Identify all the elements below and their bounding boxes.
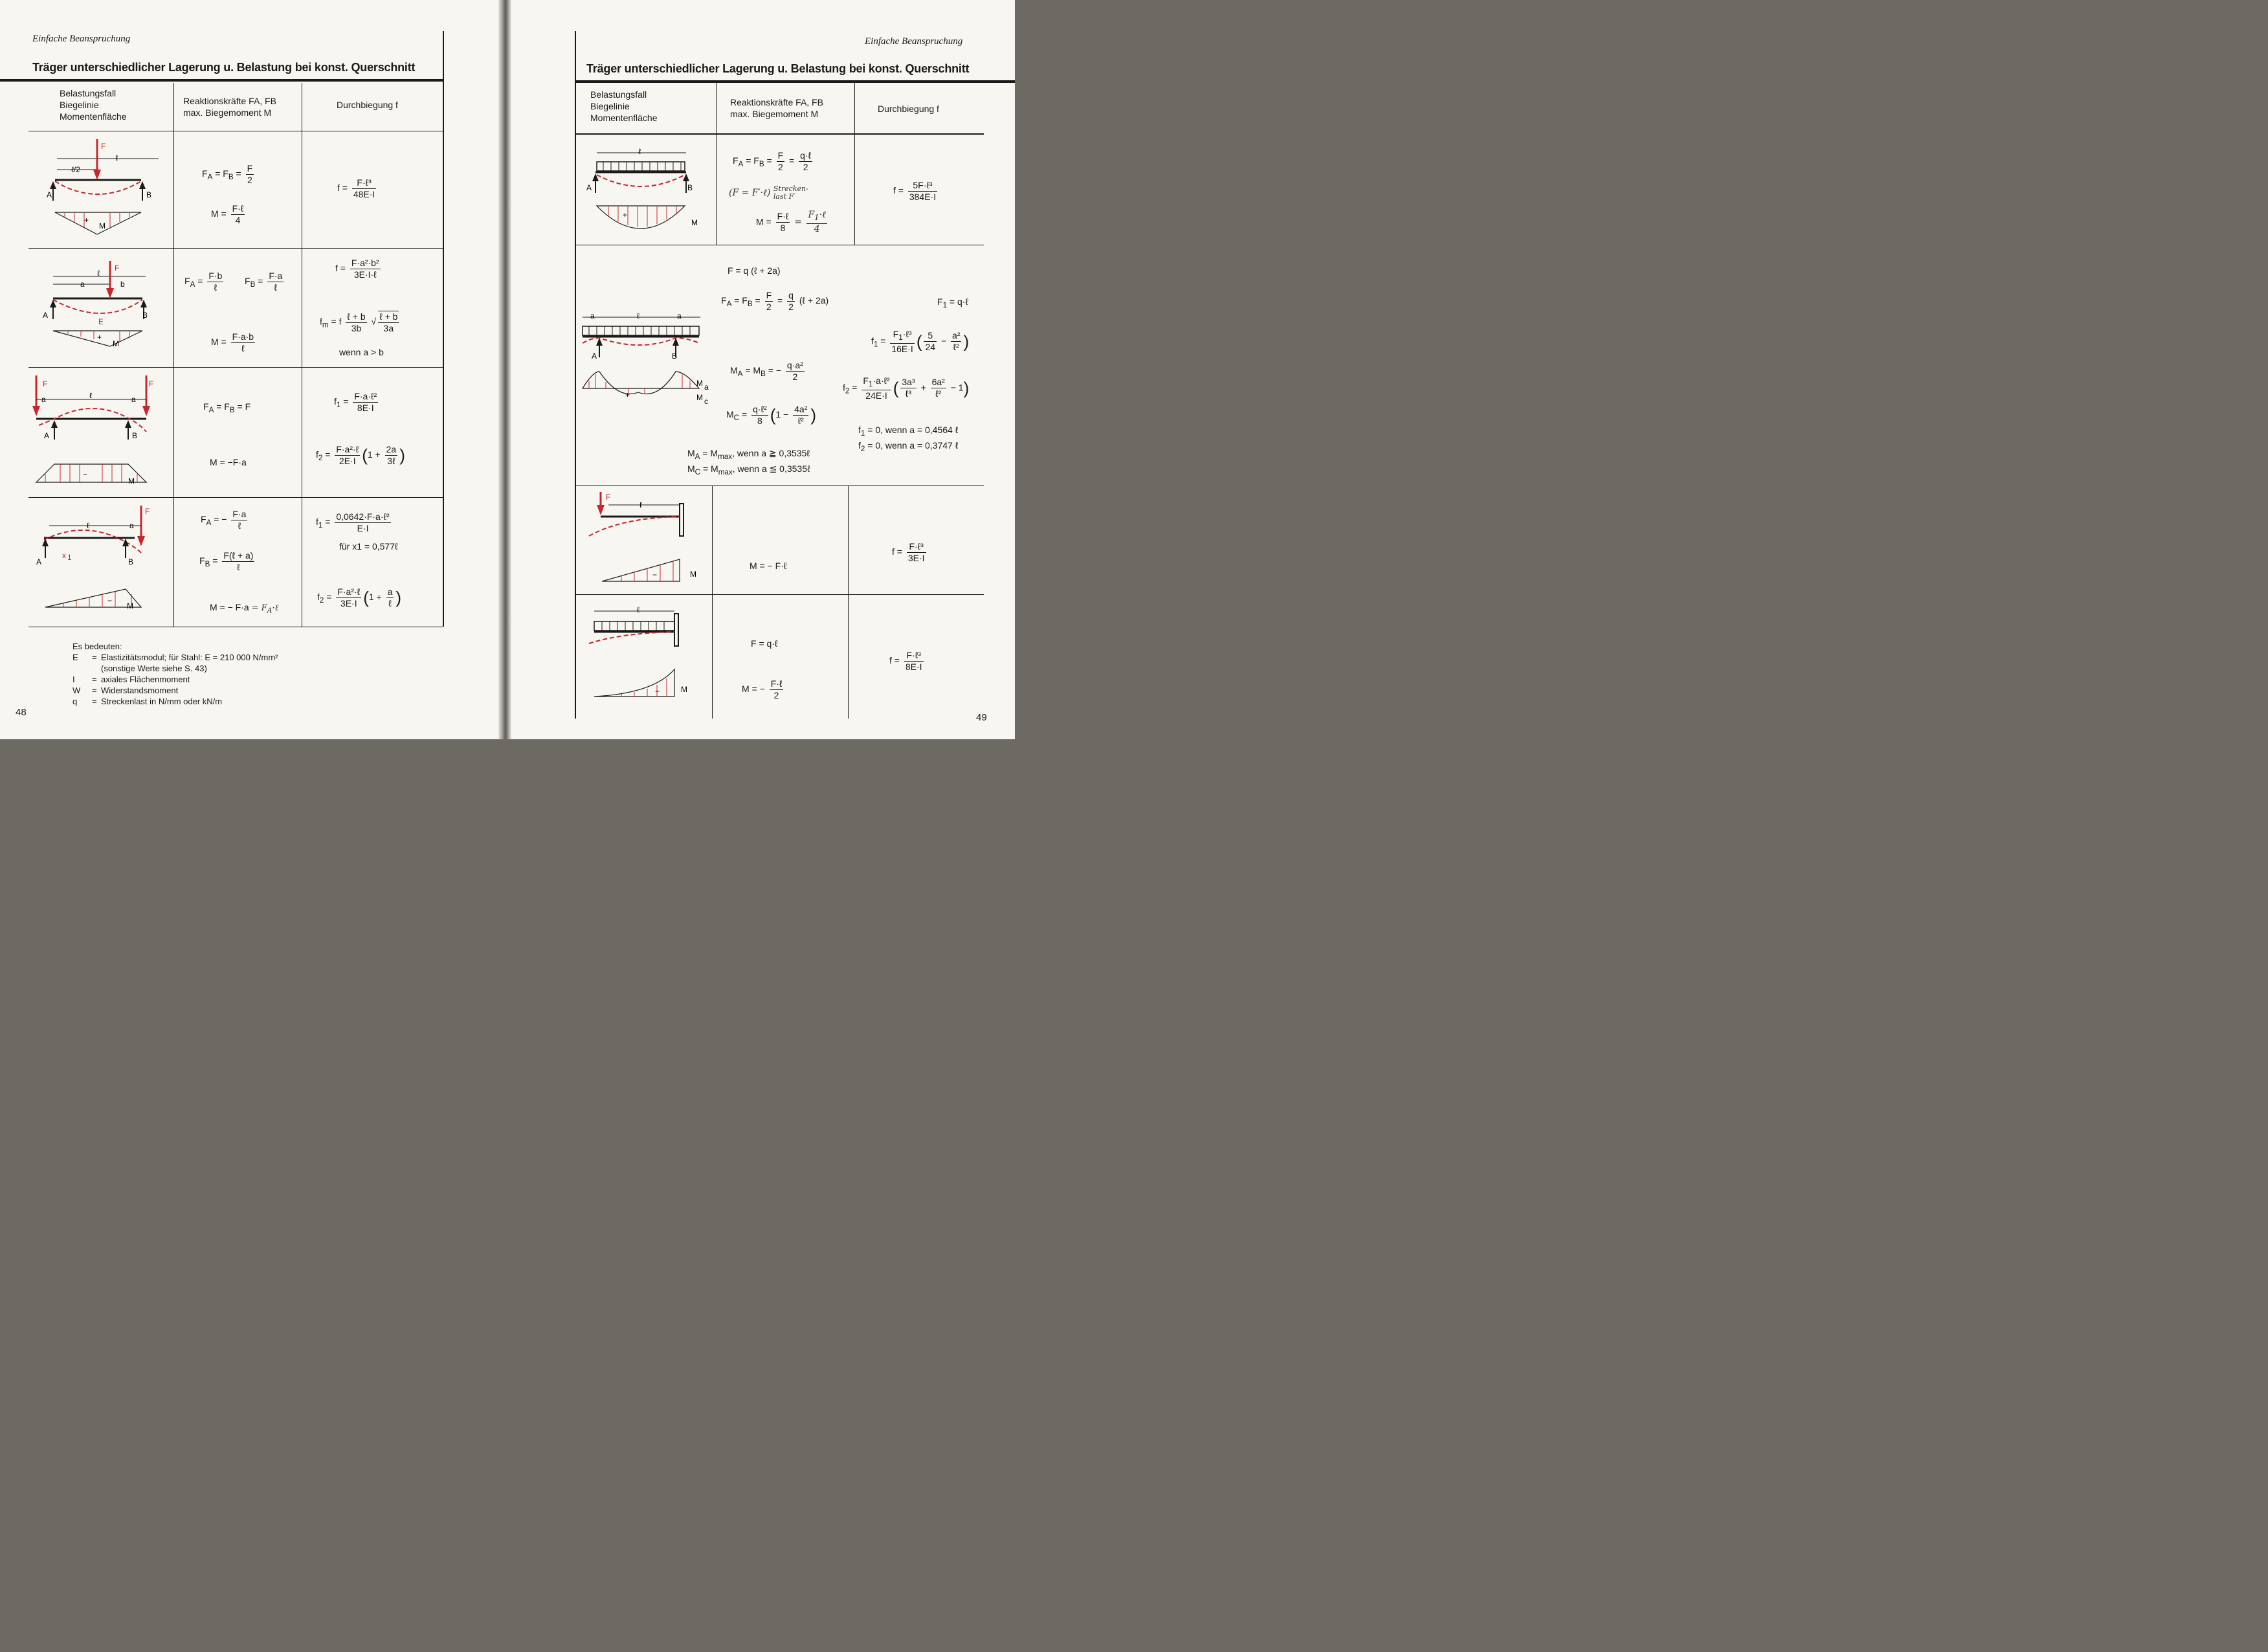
formula-f1-def: $F_1$ = q·ℓ (937, 296, 968, 309)
formula-f: F = q (ℓ + 2a) (728, 265, 781, 276)
svg-text:+: + (625, 390, 630, 399)
svg-text:a: a (590, 311, 595, 320)
title-rule-left (0, 79, 444, 82)
condition-f1-zero: $f_1 = 0$, wenn a = 0,4564 ℓ (858, 425, 959, 438)
formula-f: f = 5F·ℓ³ 384E·I (893, 180, 937, 202)
svg-text:−: − (107, 596, 113, 605)
formula-fm: $f_m = f$ ℓ + b 3b √ ℓ + b 3a (320, 311, 398, 333)
svg-text:ℓ: ℓ (638, 147, 641, 156)
svg-text:A: A (592, 352, 597, 361)
svg-text:E: E (98, 317, 104, 326)
formula-fa-fb: $F_A = F_B = F$ (203, 401, 251, 414)
col-divider (173, 83, 174, 627)
book-gutter (498, 0, 511, 739)
svg-text:−: − (652, 570, 658, 579)
svg-text:F: F (101, 142, 106, 151)
svg-text:−: − (655, 687, 660, 696)
formula-m: M = − $F\cdot a = F_A\cdot\ell$ (210, 602, 278, 615)
moment-area (597, 206, 685, 229)
svg-text:A: A (47, 190, 52, 199)
title-rule-right (576, 80, 1015, 83)
formula-f: f = F·ℓ³ 3E·I (892, 541, 925, 563)
formula-m: M = F·a·b ℓ (211, 331, 254, 353)
handwritten-note: (F = F′·ℓ) Strecken- last F′ (729, 184, 808, 201)
svg-text:M: M (696, 379, 703, 388)
diagram-cantilever-uniform-load (583, 599, 712, 703)
formula-fb: $F_B$ = F·a ℓ (245, 271, 283, 293)
svg-text:c: c (704, 397, 708, 406)
formula-mc: $M_C$ = q·ℓ² 8 (1 − 4a² ℓ² ) (726, 404, 817, 426)
svg-text:M: M (113, 339, 119, 348)
svg-text:B: B (142, 311, 148, 320)
formula-fa: $F_A$ = F·b ℓ (184, 271, 223, 293)
condition-f2-zero: $f_2 = 0$, wenn a = 0,3747 ℓ (858, 440, 959, 453)
svg-text:A: A (44, 431, 50, 440)
page-number-right: 49 (976, 712, 987, 723)
svg-text:M: M (691, 218, 698, 227)
formula-fa-fb: $F_A = F_B$ = $\frac{F}{2}$ (202, 163, 253, 185)
svg-text:F: F (606, 493, 611, 502)
diagram-uniform-load-overhangs (580, 309, 716, 419)
svg-text:ℓ: ℓ (87, 521, 89, 530)
deflection-curve (589, 632, 674, 643)
svg-text:F: F (145, 507, 150, 516)
col-header-deflection: Durchbiegung f (337, 100, 398, 110)
svg-text:B: B (146, 190, 152, 199)
col-header-case: Belastungsfall Biegelinie Momentenfläche (590, 89, 658, 123)
condition-ma-max: $M_A = M_{max}$, wenn a ≧ 0,3535ℓ (687, 448, 810, 461)
svg-text:a: a (131, 395, 136, 404)
svg-text:ℓ: ℓ (637, 605, 639, 614)
formula-m: M = − F·ℓ (750, 561, 787, 571)
column-rule-left (443, 31, 444, 627)
svg-text:ℓ: ℓ (89, 391, 92, 400)
diagram-single-overhang (31, 502, 173, 622)
svg-text:x: x (62, 551, 66, 560)
svg-text:+: + (97, 333, 102, 342)
svg-text:−: − (83, 470, 88, 479)
svg-text:a: a (41, 395, 46, 404)
svg-text:A: A (43, 311, 49, 320)
formula-f: f = F·ℓ³ 8E·I (889, 650, 922, 672)
formula-fa-fb: $F_A = F_B$ = $\frac{F}{2}$ = $\frac{q}{2}$ (ℓ + 2a) (721, 290, 829, 312)
condition-mc-max: $M_C = M_{max}$, wenn a ≦ 0,3535ℓ (687, 463, 810, 476)
svg-text:ℓ/2: ℓ/2 (71, 165, 80, 174)
svg-text:a: a (129, 521, 134, 530)
svg-text:B: B (687, 183, 693, 192)
condition-text: wenn a > b (339, 347, 384, 357)
legend: Es bedeuten: E = Elastizitätsmodul; für Stahl: E = 210 000 N/mm² (sonstige Werte siehe S. 43) I = axiales Flächenmoment W = Widerstandsmoment q = Streckenlast in N/mm oder kN/m (72, 642, 278, 706)
fixed-support (674, 614, 678, 646)
svg-text:F: F (43, 379, 48, 388)
deflection-curve (53, 300, 142, 313)
formula-m: M = − F·ℓ 2 (742, 678, 783, 700)
svg-text:B: B (672, 352, 678, 361)
svg-text:a: a (80, 280, 85, 289)
svg-text:A: A (36, 557, 42, 566)
page-number-left: 48 (16, 707, 27, 718)
formula-ma-mb: $M_A = M_B$ = − $\frac{\text{q·a²}}{2}$ (730, 360, 803, 382)
svg-text:+: + (84, 216, 89, 225)
formula-fa: $F_A$ = − F·a ℓ (201, 509, 247, 531)
svg-text:b: b (120, 280, 125, 289)
page-title-left: Träger unterschiedlicher Lagerung u. Belastung bei konst. Querschnitt (32, 61, 416, 74)
distributed-load (597, 162, 685, 171)
col-divider (848, 486, 849, 719)
svg-text:M: M (681, 685, 687, 694)
diagram-simply-supported-offset-load (39, 254, 168, 364)
row-divider (576, 133, 984, 135)
formula-m: M = F·ℓ 4 (211, 203, 244, 225)
formula-m: M = F·ℓ 8 = $F_1\cdot\ell$ 4 (756, 210, 826, 234)
distributed-load (594, 621, 674, 631)
col-divider (712, 486, 713, 719)
formula-m: M = −F·a (210, 457, 247, 467)
formula-f1: $f_1$ = F·a·ℓ² 8E·I (334, 391, 377, 413)
distributed-load (583, 326, 699, 335)
deflection-curve (589, 517, 680, 536)
row-divider (28, 248, 443, 249)
svg-text:a: a (704, 383, 709, 392)
formula-fa-fb: $F_A = F_B$ = $\frac{F}{2}$ = q·ℓ 2 (733, 150, 812, 172)
formula-f1: $f_1$ = $F_1\cdot\ell^3$ 16E·I ( $\frac{5}{24}$ − a² ℓ² ) (871, 329, 970, 354)
svg-text:+: + (623, 210, 628, 219)
formula-f: F = q·ℓ (751, 638, 778, 649)
formula-f1: $f_1$ = 0,0642·F·a·ℓ² E·I (316, 511, 390, 533)
col-header-deflection: Durchbiegung f (878, 104, 939, 114)
diagram-cantilever-point-load (583, 489, 712, 593)
row-divider (28, 367, 443, 368)
svg-text:B: B (132, 431, 138, 440)
formula-f2: $f_2$ = F·a²·ℓ 3E·I (1 + a ℓ ) (317, 586, 402, 608)
svg-text:B: B (128, 557, 134, 566)
row-divider (28, 497, 443, 498)
page-title-right: Träger unterschiedlicher Lagerung u. Belastung bei konst. Querschnitt (586, 62, 970, 75)
formula-f: f = F·a²·b² 3E·I·ℓ (335, 258, 379, 280)
formula-fb: $F_B$ = F(ℓ + a) ℓ (199, 550, 254, 572)
svg-text:M: M (690, 570, 696, 579)
formula-f: f = F·ℓ³ 48E·I (337, 177, 375, 199)
svg-text:M: M (99, 221, 106, 230)
formula-f2: $f_2$ = F·a²·ℓ 2E·I (1 + 2a 3ℓ ) (316, 444, 405, 466)
col-header-reactions: Reaktionskräfte FA, FB max. Biegemoment M (730, 97, 823, 119)
svg-text:ℓ: ℓ (97, 269, 100, 278)
svg-text:F: F (115, 263, 120, 273)
formula-f2: $f_2$ = $F_1\cdot a\cdot\ell^2$ 24E·I ( 3a³ ℓ³ + 6a² ℓ² − 1) (843, 375, 970, 401)
col-divider (716, 83, 717, 245)
svg-text:F: F (149, 379, 154, 388)
moment-area (602, 559, 680, 581)
moment-area (55, 212, 141, 234)
running-header-left: Einfache Beanspruchung (32, 34, 131, 44)
col-header-case: Belastungsfall Biegelinie Momentenfläche (60, 88, 127, 122)
svg-text:A: A (586, 183, 592, 192)
deflection-curve (55, 181, 141, 194)
svg-text:ℓ: ℓ (639, 500, 642, 509)
row-divider (576, 594, 984, 595)
svg-text:ℓ: ℓ (637, 311, 639, 320)
deflection-curve (597, 175, 685, 186)
running-header-right: Einfache Beanspruchung (865, 36, 963, 47)
col-header-reactions: Reaktionskräfte FA, FB max. Biegemoment M (183, 96, 276, 118)
moment-area (583, 372, 699, 394)
svg-text:ℓ: ℓ (115, 153, 118, 162)
diagram-simply-supported-center-load (39, 136, 168, 246)
fixed-support (680, 504, 684, 536)
svg-text:M: M (696, 393, 703, 402)
svg-text:a: a (677, 311, 682, 320)
formula-f1-condition: für x1 = 0,577ℓ (339, 541, 398, 552)
diagram-uniform-load-simply-supported (583, 141, 712, 242)
col-divider (854, 83, 855, 245)
svg-text:M: M (128, 476, 135, 486)
svg-text:M: M (127, 601, 133, 610)
diagram-overhang-both-ends (31, 372, 173, 492)
svg-text:1: 1 (67, 553, 72, 562)
